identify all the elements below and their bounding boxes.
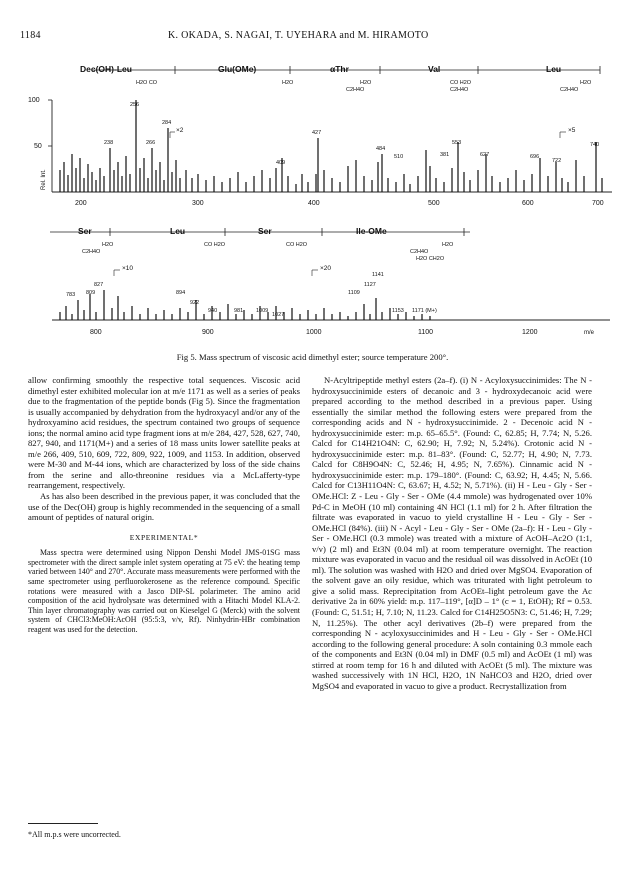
loss-annotation: H2O [282, 80, 294, 86]
footnote: *All m.p.s were uncorrected. [28, 830, 121, 839]
loss-annotation: C2H4O [346, 87, 365, 93]
peak-label: 238 [104, 140, 114, 146]
loss-annotation: H2O [442, 242, 454, 248]
loss-annotation: H2O [360, 80, 372, 86]
spectrum-peaks [60, 100, 602, 192]
peak-label: 510 [394, 154, 404, 160]
loss-annotation: C2H4O [410, 249, 429, 255]
residue-label: Glu(OMe) [218, 64, 257, 74]
peak-label: 284 [162, 120, 172, 126]
x-tick-label: 400 [308, 200, 320, 207]
peak-label: 484 [376, 146, 386, 152]
scale-marker: ×5 [568, 127, 576, 134]
right-column [312, 375, 592, 691]
loss-annotation: CO H2O [204, 242, 226, 248]
peak-label: 1127 [364, 282, 376, 288]
x-tick-label: 300 [192, 200, 204, 207]
loss-annotation: CO H2O [450, 80, 472, 86]
residue-label: Leu [170, 226, 186, 236]
scale-marker: ×20 [320, 265, 332, 272]
peak-label: 940 [208, 308, 218, 314]
loss-annotation: CO H2O [286, 242, 308, 248]
x-tick-label: 1000 [306, 329, 322, 336]
loss-annotation: H2O CO [136, 80, 158, 86]
x-tick-label: 1100 [418, 329, 434, 336]
x-axis-unit: m/e [584, 330, 595, 336]
x-tick-label: 1200 [522, 329, 538, 336]
residue-label: Ile-OMe [356, 226, 387, 236]
section-heading: EXPERIMENTAL* [129, 532, 199, 542]
y-tick-label: 100 [28, 97, 40, 104]
peak-label: 922 [190, 300, 200, 306]
x-tick-label: 600 [522, 200, 534, 207]
y-axis-label: Rel. Int. [41, 169, 47, 190]
peak-label: 627 [480, 152, 490, 158]
loss-annotation: C2H4O [450, 87, 469, 93]
residue-label: αThr [330, 64, 349, 74]
loss-annotation: H2O [102, 242, 114, 248]
running-head-authors: K. OKADA, S. NAGAI, T. UYEHARA and M. HIRAMOTO [168, 30, 429, 41]
residue-label: Val [428, 64, 441, 74]
peak-label: 981 [234, 308, 244, 314]
peak-label: 1109 [348, 290, 360, 296]
peak-label: 809 [86, 290, 96, 296]
scale-marker: ×10 [122, 265, 134, 272]
x-tick-label: 800 [90, 329, 102, 336]
mass-spectrum-figure [0, 50, 625, 350]
peak-label: 266 [146, 140, 156, 146]
body-paragraph: N-Acyltripeptide methyl esters (2a–f). (i) N - Acyloxysuccinimides: The N - hydroxysuccinimide esters of decanoic and 3 - hydroxydecanoic acid were prepared according to the method described in a previous paper. Using essentially the similar method the following esters were prepared from the corresponding acids and N - hydroxysuccinimide. 2 - Decenoic acid N - hydroxysuccinimide ester: m.p. 65–65.5°. (Found: C, 62.85; H, 7.74; N, 5.26. Calcd for C14H21O4N: C, 62.90; H, 7.92; N, 5.24%). Crotonic acid N - hydroxysuccinimide ester: m.p. 81–83°. (Found: C, 52.77; H, 4.90; N, 7.73. Calcd for C8H9O4N: C, 52.46; H, 4.95; N, 7.65%). Cinnamic acid N - hydroxysuccinimide ester: m.p. 179–180°. (Found: C, 63.92; H, 4.45; N, 5.66. Calcd for C13H11O4N: C, 63.67; H, 4.52; N, 5.71%). (ii) H - Leu - Gly - Ser - OMe.HCl: Z - Leu - Gly - Ser - OMe (4.4 mmole) was hydrogenated over 10% Pd-C in MeOH (10 ml) containing 4N HCl (1.1 ml) for 2 h. After filtration the filtrate was evaporated in vacuo to yield crystalline H - Leu - Gly - Ser - OMe.HCl (84%). (iii) N - Acyl - Leu - Gly - Ser - OMe (2a–f): H - Leu - Gly - Ser - OMe.HCl (0.3 mmole) was treated with a mixture of AcOH–Ac2O (1:1, v/v) (2 ml) and Et3N (0.04 ml) at room temperature overnight. The reaction mixture was evaporated in vacuo and the residual oil was dissolved in AcOEt (10 ml). The solution was washed with H2O and dried over MgSO4. Evaporation of the solvent gave an oily residue, which was triturated with light petroleum to give a solid mass. Reprecipitation from AcOEt–light petroleum gave the Ac derivative 2a in 60% yield: m.p. 117–119°, [α]D – 1° (c = 1, EtOH); Rf = 0.53. (Found: C, 51.51; H, 7.10; N, 11.23. Calcd for C14H25O5N3: C, 51.46; H, 7.29; N, 11.25%). The other acyl derivatives (2b–f) were prepared from the corresponding N - acyloxysuccinimides and H - Leu - Gly - Ser - OMe.HCl according to the following general procedure: A soln containing 0.3 mmole each of the components and Et3N (0.04 ml) in DMF (0.5 ml) and AcOEt (1 ml) was stirred at room temp for 16 h and diluted with AcOEt (5 ml). The mixture was washed successively with 1N HCl, H2O, 1N NaHCO3 and H2O, dried over MgSO4 and evaporated in vacuo to give a product. Recrystallization from [312, 375, 592, 691]
peak-label: 783 [66, 292, 76, 298]
residue-label: Ser [258, 226, 272, 236]
peak-label: 256 [130, 102, 140, 108]
residue-label: Dec(OH)-Leu [80, 64, 132, 74]
y-tick-label: 50 [34, 143, 42, 150]
x-tick-label: 700 [592, 200, 604, 207]
body-paragraph: allow confirming smoothly the respective total sequences. Viscosic acid dimethyl ester exhibited molecular ion at m/e 1171 as well as a series of peaks due to the fragmentation of the peptide bonds (Fig 5). Since the fragmentation is usually accompanied by dehydration from the hydroxyacyl and/or any of the hydroxyamino acid residues, the spectrum contained two groups of sequence ions; the normal amino acid type fragment ions at m/e 284, 427, 528, 627, 740, 827, 940, and 1171(M+) and a series of 18 mass units lower satellite peaks at m/e 266, 409, 510, 609, 722, 809, 922, 1009, and 1153. In addition, observed were M-30 and M-44 ions, which are characterized by loss of the side chains from the serine and allo-threonine residues via a McLafferty-type rearrangement, respectively. [28, 375, 300, 491]
x-tick-label: 500 [428, 200, 440, 207]
peak-label: 696 [530, 154, 540, 160]
spectrum-peaks [60, 290, 430, 320]
experimental-paragraph: Mass spectra were determined using Nippon Denshi Model JMS-01SG mass spectrometer with the direct sample inlet system operating at 75 eV: the heating temp varied between 140° and 270°. Accurate mass measurements were performed with the same spectrometer using perfluorokerosene as the reference compound. Specific rotations were measured with a Jasco DIP-SL polarimeter. The amino acid composition of the acid hydrolysate was determined with a Hitachi Model KLA-2. Thin layer chromatography was carried out on Kieselgel G (Merck) with the solvent system of CHCl3:MeOH:AcOH (95:5:3, v/v, Rf). Ninhydrin-HBr combination reagent was used for the detection. [28, 548, 300, 634]
footnote-rule [28, 823, 98, 824]
body-paragraph: As has also been described in the previous paper, it was concluded that the use of the Dec(OH) group is highly recommended in the sequencing of a small amount of peptides of natural origin. [28, 491, 300, 523]
left-column [28, 375, 300, 635]
peak-label: 827 [94, 282, 104, 288]
spectrum-panel-bottom [50, 226, 610, 336]
x-tick-label: 200 [75, 200, 87, 207]
loss-annotation: C2H4O [82, 249, 101, 255]
figure-caption: Fig 5. Mass spectrum of viscosic acid dimethyl ester; source temperature 200°. [176, 352, 449, 362]
residue-label: Leu [546, 64, 562, 74]
x-tick-label: 900 [202, 329, 214, 336]
peak-label: 409 [276, 160, 286, 166]
scale-marker: ×2 [176, 127, 184, 134]
loss-annotation: H2O CH2O [416, 256, 445, 262]
peak-label: 553 [452, 140, 462, 146]
loss-annotation: C2H4O [560, 87, 579, 93]
peak-label: 1153 [392, 308, 404, 314]
peak-label: 427 [312, 130, 322, 136]
peak-label: 1009 [256, 308, 269, 314]
peak-label: 381 [440, 152, 450, 158]
peak-label: 1171 (M+) [412, 308, 437, 314]
residue-label: Ser [78, 226, 92, 236]
loss-annotation: H2O [580, 80, 592, 86]
spectrum-panel-top [28, 64, 612, 207]
peak-label: 1141 [372, 272, 384, 278]
page-number: 1184 [20, 30, 41, 41]
running-header [20, 30, 595, 44]
peak-label: 894 [176, 290, 186, 296]
peak-label: 722 [552, 158, 562, 164]
peak-label: 740 [590, 142, 600, 148]
peak-label: 1027 [272, 312, 285, 318]
